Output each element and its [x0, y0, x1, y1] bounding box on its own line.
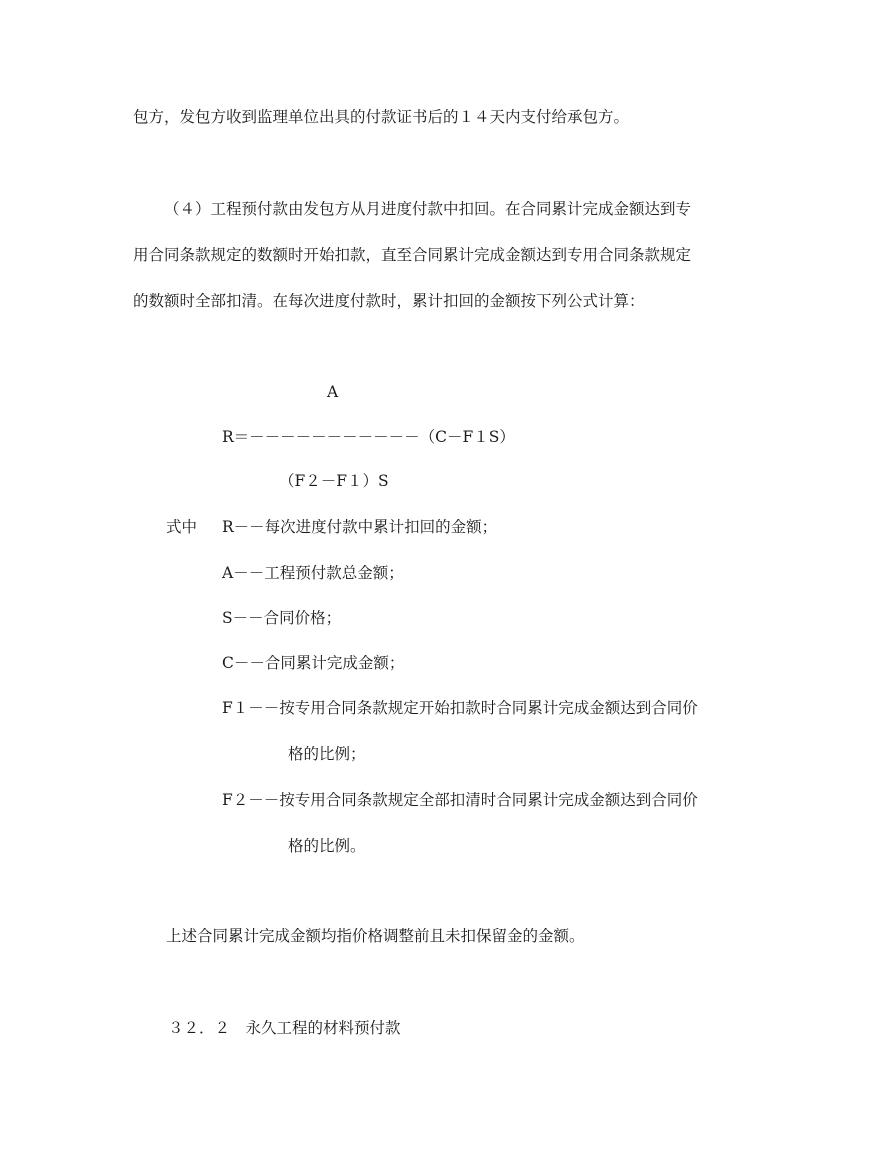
note-paragraph: 上述合同累计完成金额均指价格调整前且未扣保留金的金额。: [166, 927, 585, 945]
definition-a: A－－工程预付款总金额；: [222, 564, 404, 582]
paragraph-continuation: 包方，发包方收到监理单位出具的付款证书后的１４天内支付给承包方。: [133, 108, 630, 126]
definition-r: R－－每次进度付款中累计扣回的金额；: [222, 518, 498, 536]
paragraph-4-line-3: 的数额时全部扣清。在每次进度付款时，累计扣回的金额按下列公式计算：: [133, 292, 645, 310]
definition-f1-line-1: F１－－按专用合同条款规定开始扣款时合同累计完成金额达到合同价: [222, 699, 698, 717]
formula-main: R＝－－－－－－－－－－－（C－F１S）: [222, 428, 515, 446]
section-heading: ３２．２ 永久工程的材料预付款: [168, 1019, 401, 1037]
definition-f2-line-1: F２－－按专用合同条款规定全部扣清时合同累计完成金额达到合同价: [222, 791, 698, 809]
paragraph-4-line-1: （４）工程预付款由发包方从月进度付款中扣回。在合同累计完成金额达到专: [164, 200, 692, 218]
paragraph-4-line-2: 用合同条款规定的数额时开始扣款，直至合同累计完成金额达到专用合同条款规定: [133, 246, 692, 264]
formula-numerator: A: [327, 383, 339, 401]
definition-f2-line-2: 格的比例。: [288, 837, 366, 855]
definitions-label: 式中: [166, 518, 198, 536]
formula-denominator: （F２－F１）S: [279, 472, 389, 490]
definition-c: C－－合同累计完成金额；: [222, 654, 405, 672]
definition-f1-line-2: 格的比例；: [288, 745, 366, 763]
definition-s: S－－合同价格；: [222, 609, 342, 627]
